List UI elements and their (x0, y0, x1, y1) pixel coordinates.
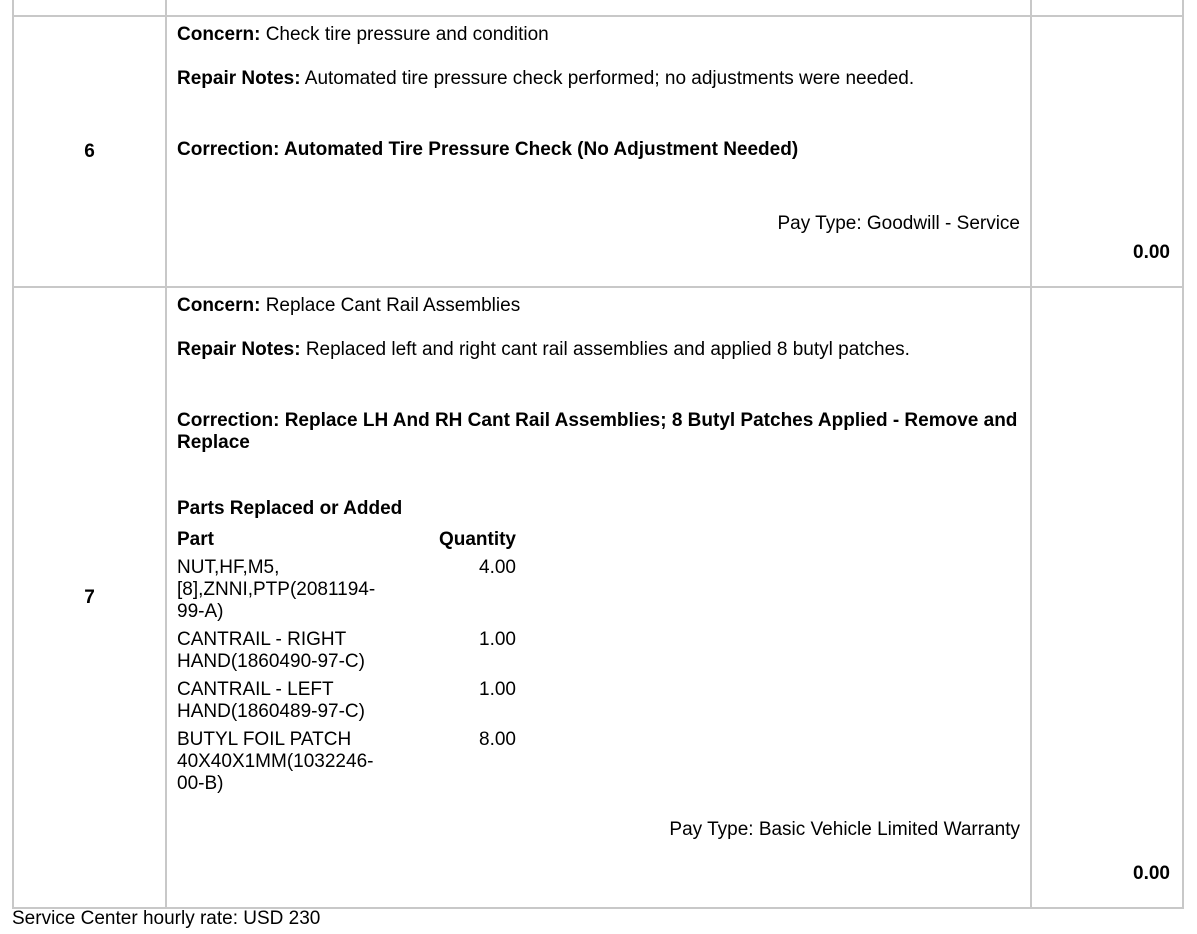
correction-line (177, 410, 1020, 454)
correction-text: Automated Tire Pressure Check (No Adjustment Needed) (283, 139, 799, 160)
concern-line (177, 24, 1020, 46)
prev-body-cell (166, 0, 1031, 16)
pay-type: Pay Type: Goodwill - Service (777, 213, 1020, 234)
repair-notes-text: Replaced left and right cant rail assemblies and applied 8 butyl patches. (305, 339, 910, 360)
parts-title: Parts Replaced or Added (177, 498, 403, 519)
parts-header-row (177, 529, 516, 557)
part-name: BUTYL FOIL PATCH 40X40X1MM(1032246-00-B) (177, 729, 374, 794)
table-row (177, 729, 516, 801)
table-row-previous (13, 0, 1183, 16)
job-number: 7 (13, 287, 166, 908)
repair-order-table (12, 0, 1184, 909)
job-details (166, 16, 1031, 287)
table-row-job-6 (13, 16, 1183, 287)
repair-notes-label: Repair Notes: (177, 68, 301, 89)
part-column-header: Part (177, 529, 214, 550)
job-total: 0.00 (1031, 287, 1183, 908)
correction-line (177, 139, 1020, 161)
part-quantity: 1.00 (479, 679, 516, 700)
part-name: CANTRAIL - RIGHT HAND(1860490-97-C) (177, 629, 365, 672)
correction-label: Correction: (177, 410, 280, 431)
quantity-column-header: Quantity (438, 529, 516, 550)
correction-label: Correction: (177, 139, 280, 160)
concern-label: Concern: (177, 24, 261, 45)
repair-notes-label: Repair Notes: (177, 339, 301, 360)
job-total: 0.00 (1031, 16, 1183, 287)
part-quantity: 8.00 (479, 729, 516, 750)
concern-line (177, 295, 1020, 317)
part-quantity: 1.00 (479, 629, 516, 650)
parts-table (177, 529, 516, 801)
correction-text: Replace LH And RH Cant Rail Assemblies; 8 Butyl Patches Applied - Remove and Replace (177, 410, 1018, 453)
pay-type: Pay Type: Basic Vehicle Limited Warranty (669, 819, 1020, 840)
prev-number-cell (13, 0, 166, 16)
prev-total-cell (1031, 0, 1183, 16)
table-row (177, 679, 516, 729)
hourly-rate-note: Service Center hourly rate: USD 230 (12, 908, 321, 929)
part-name: CANTRAIL - LEFT HAND(1860489-97-C) (177, 679, 365, 722)
part-name: NUT,HF,M5,[8],ZNNI,PTP(2081194-99-A) (177, 557, 376, 622)
table-row-job-7 (13, 287, 1183, 908)
repair-notes-text: Automated tire pressure check performed; no adjustments were needed. (304, 68, 915, 89)
part-quantity: 4.00 (479, 557, 516, 578)
job-number: 6 (13, 16, 166, 287)
repair-notes-line (177, 339, 1020, 361)
job-details (166, 287, 1031, 908)
concern-text: Replace Cant Rail Assemblies (265, 295, 521, 316)
concern-text: Check tire pressure and condition (265, 24, 549, 45)
repair-notes-line (177, 68, 1020, 90)
table-row (177, 557, 516, 629)
table-row (177, 629, 516, 679)
concern-label: Concern: (177, 295, 261, 316)
